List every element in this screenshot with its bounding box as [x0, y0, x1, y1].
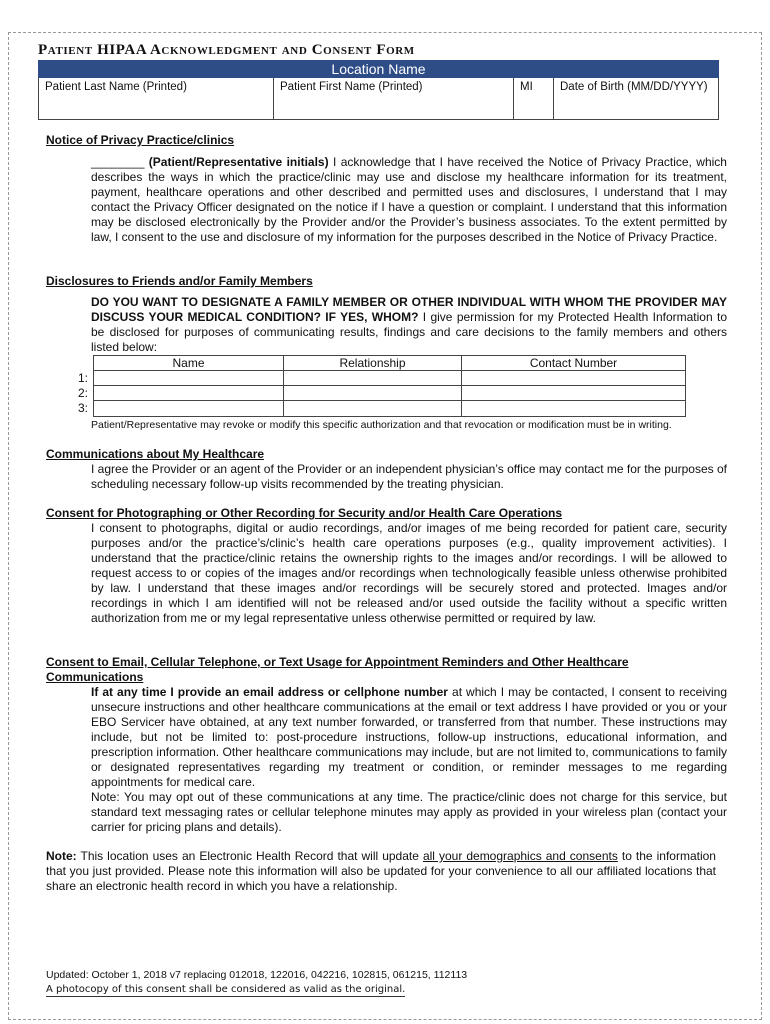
disclosures-paragraph	[91, 295, 727, 355]
table-row	[94, 401, 685, 416]
initials-label: (Patient/Representative initials)	[148, 155, 329, 169]
last-name-field[interactable]: Patient Last Name (Printed)	[39, 78, 274, 119]
photography-text: I consent to photographs, digital or audio recordings, and/or images of me being recorded for patient care, security purposes and/or the practice’s/clinic’s health care operations purposes (e.g., quality improvement activities). I understand that the practice/clinic retains the ownership rights to the images and/or recordings. I will be allowed to request access to or copies of the images and/or recordings when technologically feasible unless otherwise prohibited by law. I understand that these images and/or recordings will be securely stored and protected. Images and/or recordings in which I am identified will not be released and/or used outside the facility without a specific written authorization from me or my legal representative unless otherwise permitted or required by law.	[91, 521, 727, 625]
column-header-relationship: Relationship	[284, 356, 462, 371]
email-bold-lead: If at any time I provide an email address or cellphone number	[91, 685, 448, 699]
column-header-name: Name	[94, 356, 284, 371]
family-members-table	[93, 355, 686, 417]
table-row	[94, 371, 685, 386]
table-row	[94, 386, 685, 401]
mi-field[interactable]: MI	[514, 78, 554, 119]
row1-contact-cell[interactable]	[462, 371, 685, 386]
disclosures-text: I give permission for my Protected Health Information to be disclosed for purposes of communicating results, findings and care decisions to the family members and others listed below:	[91, 310, 727, 354]
dob-field[interactable]: Date of Birth (MM/DD/YYYY)	[560, 81, 708, 93]
row-number-3: 3:	[77, 401, 88, 415]
email-heading: Consent to Email, Cellular Telephone, or Text Usage for Appointment Reminders and Other Healthcare Communications	[46, 655, 629, 684]
patient-name-table	[38, 78, 719, 120]
photography-heading: Consent for Photographing or Other Recording for Security and/or Health Care Operations	[46, 506, 563, 520]
disclosures-heading: Disclosures to Friends and/or Family Members	[46, 274, 313, 288]
first-name-field[interactable]: Patient First Name (Printed)	[274, 78, 514, 119]
row3-contact-cell[interactable]	[462, 401, 685, 416]
email-paragraph	[91, 685, 727, 790]
updated-footer: Updated: October 1, 2018 v7 replacing 012018, 122016, 042216, 102815, 061215, 112113	[46, 969, 468, 981]
row2-name-cell[interactable]	[94, 386, 284, 401]
email-note: Note: You may opt out of these communications at any time. The practice/clinic does not charge for this service, but standard text messaging rates or cellular telephone minutes may apply as provided in your wireless plan (contact your carrier for pricing plans and details).	[91, 790, 727, 834]
ehr-note-underlined: all your demographics and consents	[422, 849, 618, 863]
row3-relationship-cell[interactable]	[284, 401, 462, 416]
communications-text: I agree the Provider or an agent of the Provider or an independent physician’s office may contact me for the purposes of scheduling necessary follow-up visits recommended by the treating physician.	[91, 462, 727, 491]
row1-relationship-cell[interactable]	[284, 371, 462, 386]
row2-contact-cell[interactable]	[462, 386, 685, 401]
ehr-note-label: Note:	[46, 849, 77, 863]
revoke-note: Patient/Representative may revoke or modify this specific authorization and that revocation or modification must be in writing.	[91, 419, 672, 431]
ehr-note-text1: This location uses an Electronic Health Record that will update	[80, 849, 419, 863]
communications-heading: Communications about My Healthcare	[46, 447, 265, 461]
column-header-contact: Contact Number	[529, 356, 618, 370]
row-number-2: 2:	[77, 386, 88, 400]
privacy-heading: Notice of Privacy Practice/clinics	[46, 133, 235, 147]
row1-name-cell[interactable]	[94, 371, 284, 386]
ehr-note-paragraph	[46, 849, 716, 894]
email-text: at which I may be contacted, I consent to receiving unsecure instructions and other healthcare communications at the email or text address I have provided or you or your EBO Servicer have obtained, at any text number forwarded, or transferred from that number. These instructions may include, but not be limited to: post-procedure instructions, follow-up instructions, educational information, and prescription information. Other healthcare communications may include, but are not limited to, communications to family or designated representatives regarding my treatment or condition, or reminder messages to me regarding appointments for medical care.	[91, 685, 728, 789]
table-header-row	[94, 356, 685, 371]
ehr-note-text2: to the information that you just provided. Please note this information will also be updated for your convenience to all our affiliated locations that share an electronic health record in which you have a relationship.	[46, 849, 716, 893]
privacy-text: I acknowledge that I have received the Notice of Privacy Practice, which describes the ways in which the practice/clinic may use and disclose my healthcare information for its treatment, payment, healthcare operations and other described and permitted uses and disclosures, I understand that I may contact the Privacy Officer designated on the notice if I have a question or complaint. I understand that this information may be disclosed electronically by the Provider and/or the Provider’s business associates. To the extent permitted by law, I consent to the use and disclosure of my information for the purposes described in the Notice of Privacy Practice.	[91, 155, 727, 244]
row3-name-cell[interactable]	[94, 401, 284, 416]
row2-relationship-cell[interactable]	[284, 386, 462, 401]
form-title: Patient HIPAA Acknowledgment and Consent Form	[38, 42, 415, 58]
row-number-1: 1:	[77, 371, 88, 385]
location-name-bar: Location Name	[38, 60, 719, 78]
privacy-paragraph	[91, 155, 727, 245]
initials-blank[interactable]: ________	[91, 155, 145, 169]
disclosures-question: DO YOU WANT TO DESIGNATE A FAMILY MEMBER OR OTHER INDIVIDUAL WITH WHOM THE PROVIDER MAY DISCUSS YOUR MEDICAL CONDITION? IF YES, WHOM?	[91, 295, 727, 324]
photocopy-footer: A photocopy of this consent shall be considered as valid as the original.	[46, 984, 406, 995]
